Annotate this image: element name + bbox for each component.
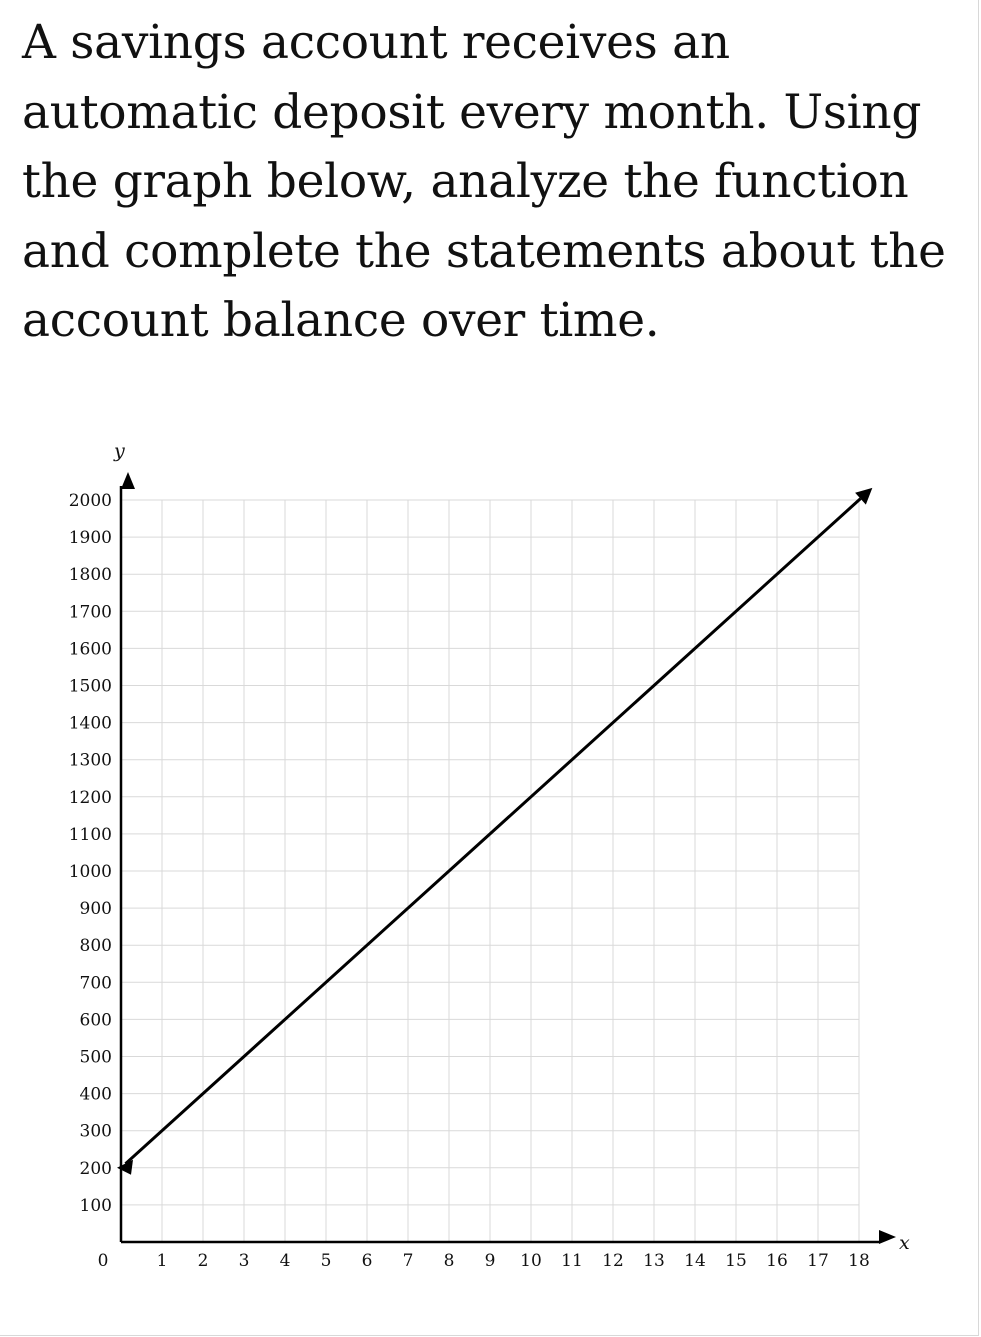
question-text: A savings account receives an automatic deposit every month. Using the graph below, analyze the function and complete the statements about the account balance over time.	[22, 15, 946, 348]
x-tick-label: 12	[602, 1251, 624, 1271]
x-tick-label: 11	[561, 1251, 583, 1271]
x-axis-label: x	[899, 1232, 910, 1254]
x-tick-label: 15	[725, 1251, 747, 1271]
y-tick-label: 1800	[68, 565, 112, 586]
x-tick-label: 3	[238, 1251, 250, 1271]
y-tick-label: 1300	[68, 750, 112, 771]
x-tick-label: 9	[484, 1251, 496, 1271]
x-tick-label: 2	[197, 1251, 209, 1271]
tick-labels	[69, 491, 870, 1271]
x-tick-label: 8	[443, 1251, 455, 1271]
x-tick-label: 0	[97, 1251, 109, 1271]
y-tick-label: 2000	[68, 491, 112, 511]
x-tick-label: 4	[279, 1251, 291, 1271]
y-tick-label: 1500	[68, 676, 112, 697]
x-axis-arrow-icon	[879, 1230, 896, 1244]
x-tick-label: 7	[402, 1251, 414, 1271]
y-tick-label: 1700	[68, 602, 112, 623]
y-tick-label: 1200	[68, 787, 112, 808]
y-tick-label: 1000	[68, 862, 112, 882]
y-axis-arrow-icon	[121, 472, 135, 489]
grid-lines	[121, 500, 859, 1242]
x-tick-label: 13	[643, 1251, 665, 1271]
y-tick-label: 700	[79, 973, 112, 994]
x-tick-label: 1	[156, 1251, 168, 1271]
x-tick-label: 18	[848, 1251, 870, 1271]
y-tick-label: 100	[79, 1195, 112, 1216]
y-tick-label: 1900	[68, 528, 112, 549]
series-start-arrow-icon	[117, 1160, 133, 1175]
y-tick-label: 400	[79, 1084, 112, 1105]
y-tick-label: 1600	[68, 639, 112, 660]
y-tick-label: 1400	[68, 713, 112, 734]
y-axis-label: y	[114, 440, 125, 462]
y-tick-label: 500	[79, 1047, 112, 1068]
y-tick-label: 200	[79, 1158, 112, 1179]
x-tick-label: 17	[807, 1251, 829, 1271]
y-tick-label: 1100	[68, 824, 112, 845]
x-tick-label: 14	[684, 1251, 706, 1271]
x-tick-label: 6	[361, 1251, 373, 1271]
x-tick-label: 10	[520, 1251, 542, 1271]
y-tick-label: 300	[79, 1121, 112, 1142]
y-tick-label: 900	[79, 899, 112, 920]
x-tick-label: 16	[766, 1251, 788, 1271]
y-tick-label: 800	[79, 936, 112, 957]
data-series	[117, 488, 872, 1175]
axes	[121, 472, 896, 1244]
series-line	[125, 499, 860, 1164]
x-tick-label: 5	[320, 1251, 332, 1271]
y-tick-label: 600	[79, 1010, 112, 1031]
